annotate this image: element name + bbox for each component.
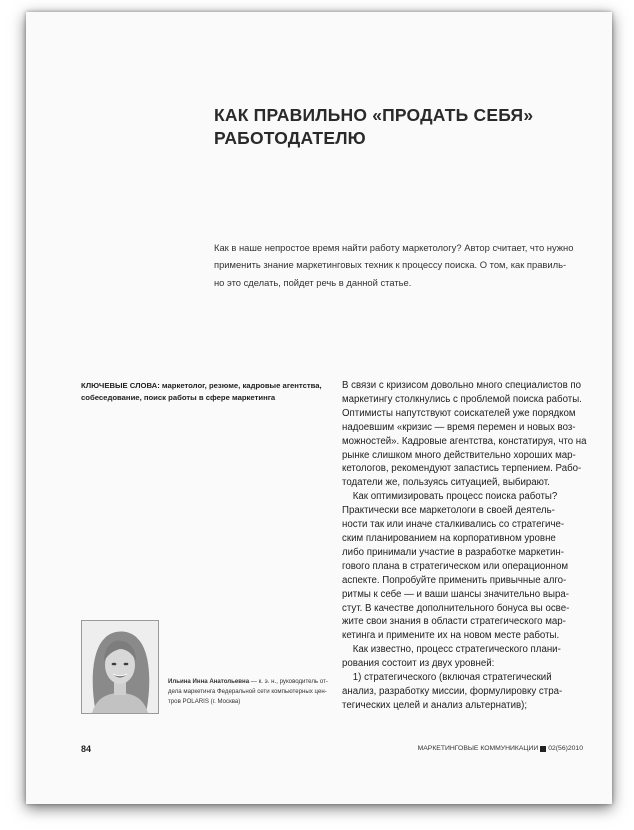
keywords-line: собеседование, поиск работы в сфере маркетинга <box>81 393 276 402</box>
lead-line: но это сделать, пойдет речь в данной статье. <box>214 276 412 288</box>
body-line: В связи с кризисом довольно много специалистов по <box>342 380 582 391</box>
body-line: кетинга и примените их на новом месте работы. <box>342 630 560 642</box>
issue-number: 02(56)2010 <box>548 745 583 752</box>
author-photo <box>81 620 159 714</box>
page-number: 84 <box>81 744 92 754</box>
title-line-1: КАК ПРАВИЛЬНО «ПРОДАТЬ СЕБЯ» <box>214 105 534 125</box>
author-name: Ильина Инна Анатольевна <box>168 678 250 685</box>
body-line: ритмы к себе — и ваши шансы значительно выра- <box>342 588 569 600</box>
body-line: рынке слишком много действительно хороших мар- <box>342 449 576 461</box>
square-bullet-icon <box>540 746 546 752</box>
body-line: гового плана в стратегическом или операционном <box>342 560 569 572</box>
magazine-page <box>26 12 612 804</box>
body-line: Как известно, процесс стратегического плани- <box>342 644 561 656</box>
body-line: тегических целей и анализ альтернатив); <box>342 699 528 711</box>
body-line: ским планированием на корпоративном уровне <box>342 532 556 544</box>
lead-line: применить знание маркетинговых техник к процессу поиска. О том, как правиль- <box>214 259 567 271</box>
article-title <box>214 104 574 150</box>
body-line: аспекте. Попробуйте применить привычные алго- <box>342 574 567 586</box>
body-line: стут. В качестве дополнительного бонуса вы осве- <box>342 602 570 614</box>
keywords-line: КЛЮЧЕВЫЕ СЛОВА: маркетолог, резюме, кадровые агентства, <box>81 381 322 390</box>
body-line: 1) стратегического (включая стратегический <box>342 672 552 684</box>
author-bio-line: дела маркетинга Федеральной сети компьютерных цен- <box>168 688 327 695</box>
body-line: кетологов, рекомендуют запастись терпением. Рабо- <box>342 463 582 475</box>
article-body <box>342 379 604 713</box>
body-line: можностей». Кадровые агентства, констатируя, что на <box>342 435 587 447</box>
body-line: рования состоит из двух уровней: <box>342 658 495 670</box>
author-portrait-image <box>82 621 158 713</box>
body-line: анализ, разработку миссии, формулировку стра- <box>342 685 563 697</box>
author-bio-line: — к. э. н., руководитель от- <box>249 678 328 685</box>
article-lead <box>214 239 599 291</box>
author-bio <box>168 677 338 707</box>
body-line: надоевшим «кризис — время перемен и новых воз- <box>342 421 576 433</box>
journal-name: МАРКЕТИНГОВЫЕ КОММУНИКАЦИИ <box>417 745 539 752</box>
keywords-block <box>81 380 336 404</box>
body-line: Оптимисты напутствуют соискателей уже порядком <box>342 407 576 419</box>
body-line: маркетингу столкнулись с проблемой поиска работы. <box>342 393 582 405</box>
running-footer <box>418 745 583 752</box>
author-bio-line: тров POLARIS (г. Москва) <box>168 698 241 705</box>
body-line: либо принимали участие в разработке маркетин- <box>342 546 564 558</box>
title-line-2: РАБОТОДАТЕЛЮ <box>214 128 366 148</box>
body-line: Как оптимизировать процесс поиска работы? <box>342 491 558 503</box>
body-line: тодатели же, пользуясь ситуацией, выбирают. <box>342 477 550 489</box>
lead-line: Как в наше непростое время найти работу маркетологу? Автор считает, что нужно <box>214 242 574 253</box>
body-line: ности так или иначе сталкивались со стратегиче- <box>342 519 565 531</box>
body-line: Практически все маркетологи в своей деятель- <box>342 505 555 517</box>
body-line: жите свои знания в области стратегического мар- <box>342 616 566 628</box>
